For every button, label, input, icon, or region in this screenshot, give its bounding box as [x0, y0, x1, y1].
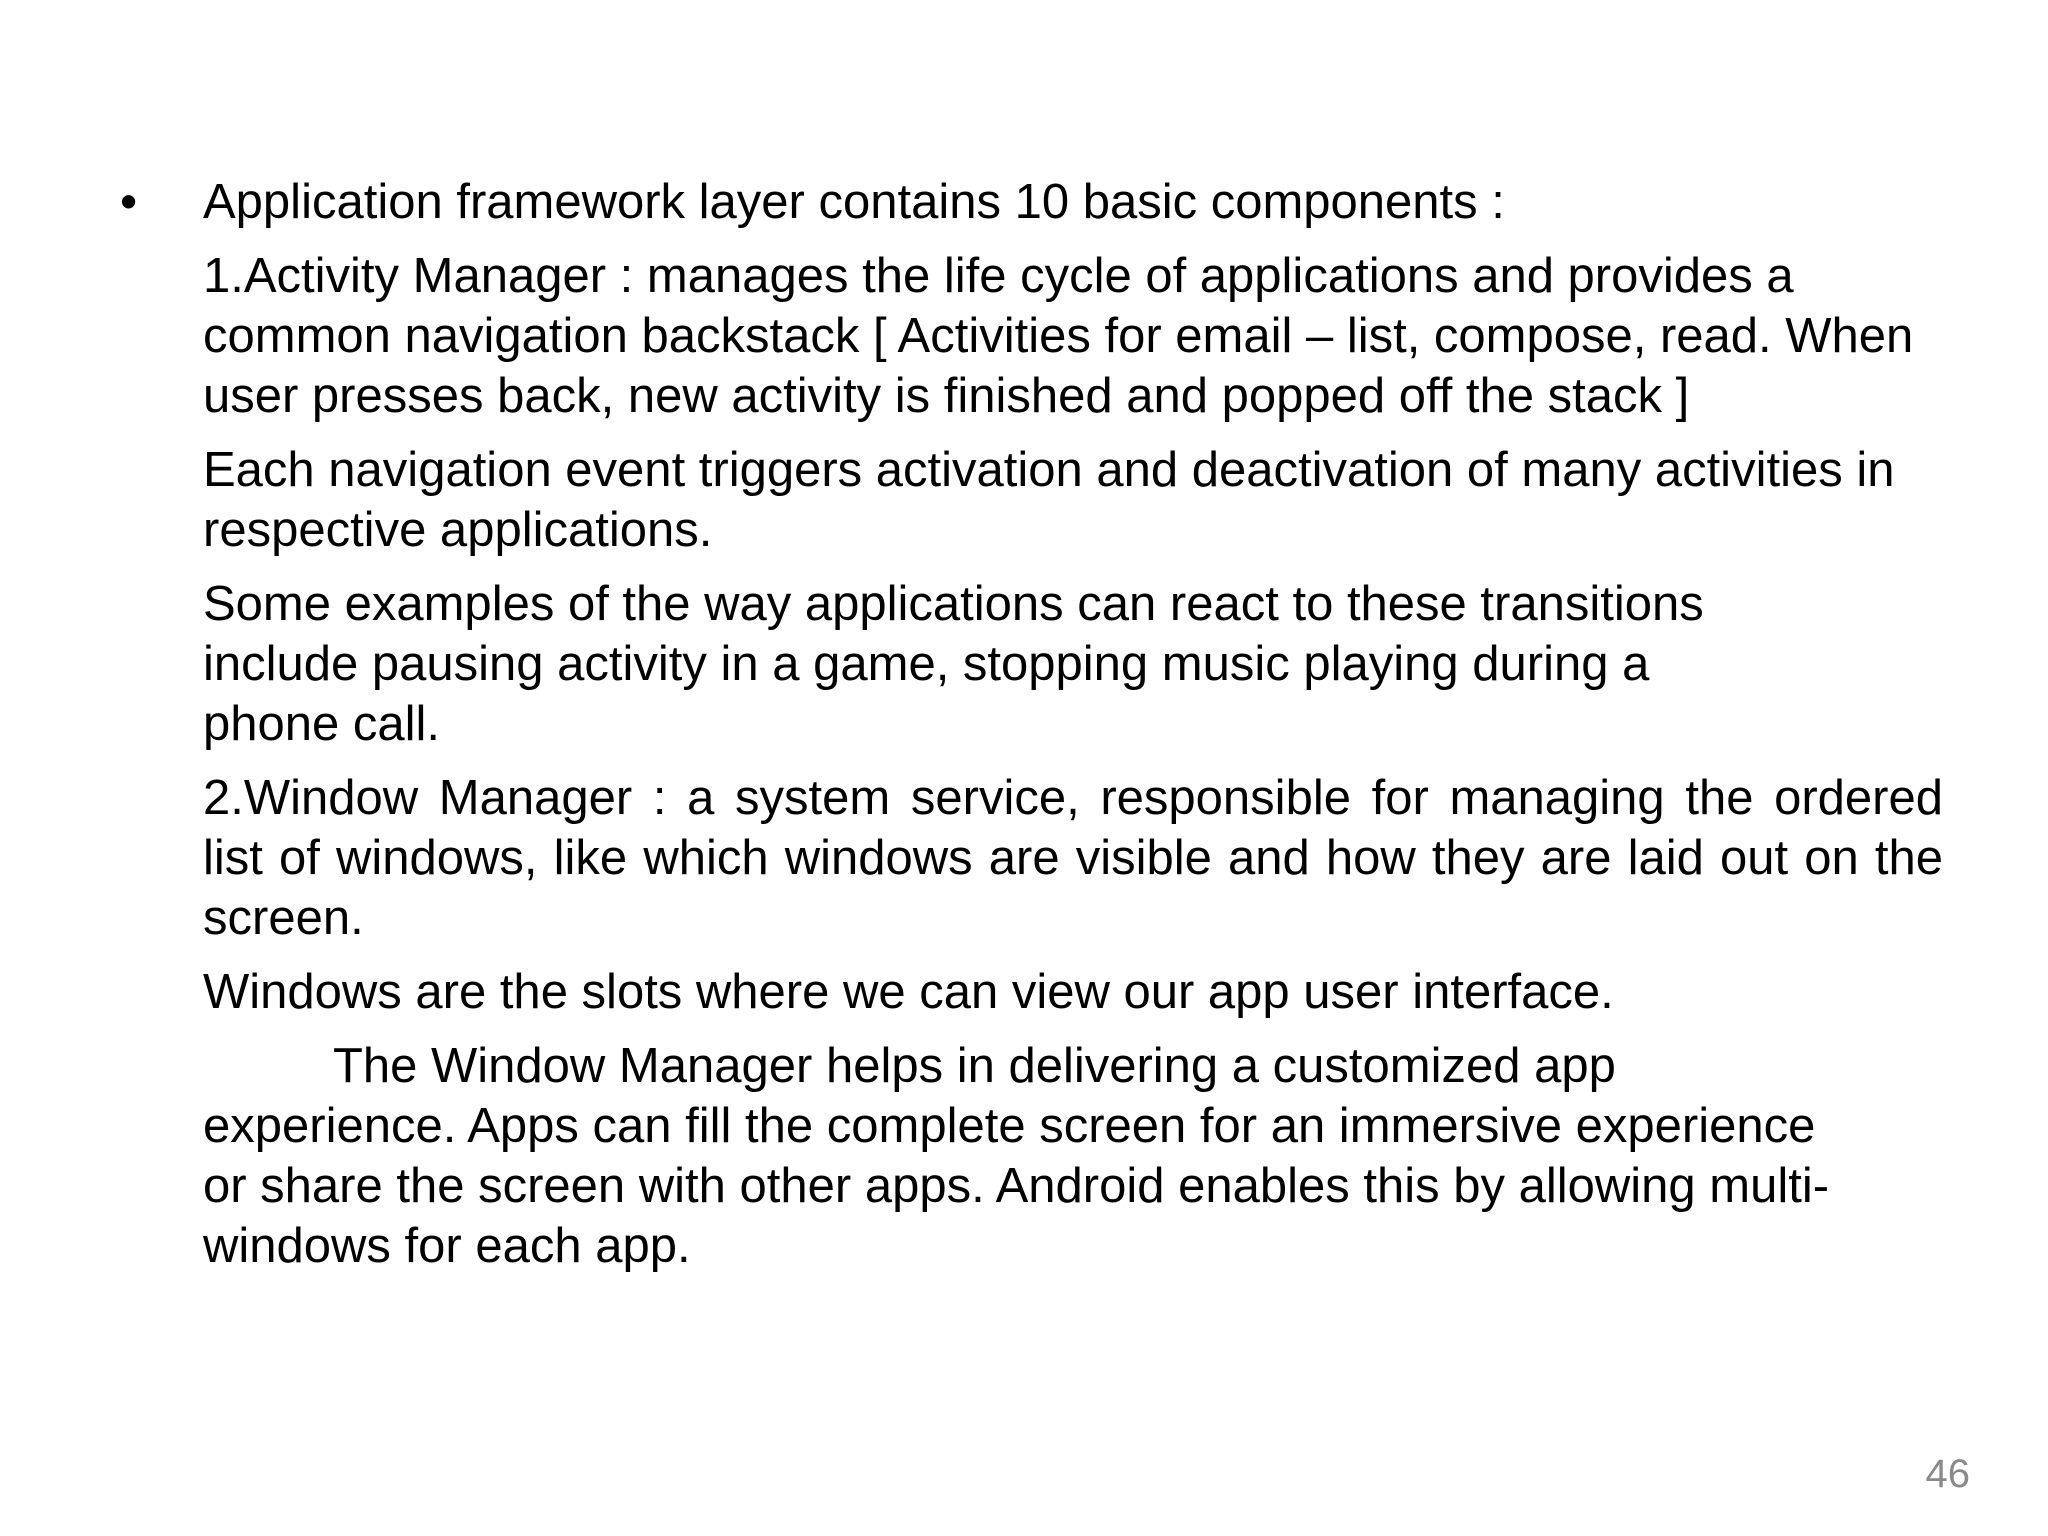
page-number: 46	[1925, 1452, 1970, 1496]
paragraph-window-manager: 2.Window Manager : a system service, responsible for managing the ordered list of windows, like which windows are visible and how they are laid out on the screen.	[203, 771, 1943, 945]
paragraph-window-manager-experience-text: The Window Manager helps in delivering a customized app experience. Apps can fill the complete screen for an immersive experience or share the screen with other apps. Android enables this by allowing multi-windows for each app.	[203, 1039, 1830, 1273]
bullet-item	[120, 172, 1960, 232]
paragraph-navigation-event: Each navigation event triggers activation and deactivation of many activities in respective applications.	[203, 443, 1895, 557]
paragraph-activity-manager: 1.Activity Manager : manages the life cycle of applications and provides a common navigation backstack [ Activities for email – list, compose, read. When user presses back, new activity is finished and popped off the stack ]	[203, 249, 1914, 423]
bullet-icon: •	[120, 175, 138, 229]
bullet-text: Application framework layer contains 10 basic components :	[203, 175, 1505, 229]
paragraph-windows-slots: Windows are the slots where we can view our app user interface.	[203, 965, 1614, 1019]
paragraph-examples: Some examples of the way applications can react to these transitions include pausing activity in a game, stopping music playing during a phone call.	[203, 577, 1704, 751]
paragraph-window-manager-experience	[203, 1036, 1843, 1276]
slide-content	[120, 172, 1960, 1290]
